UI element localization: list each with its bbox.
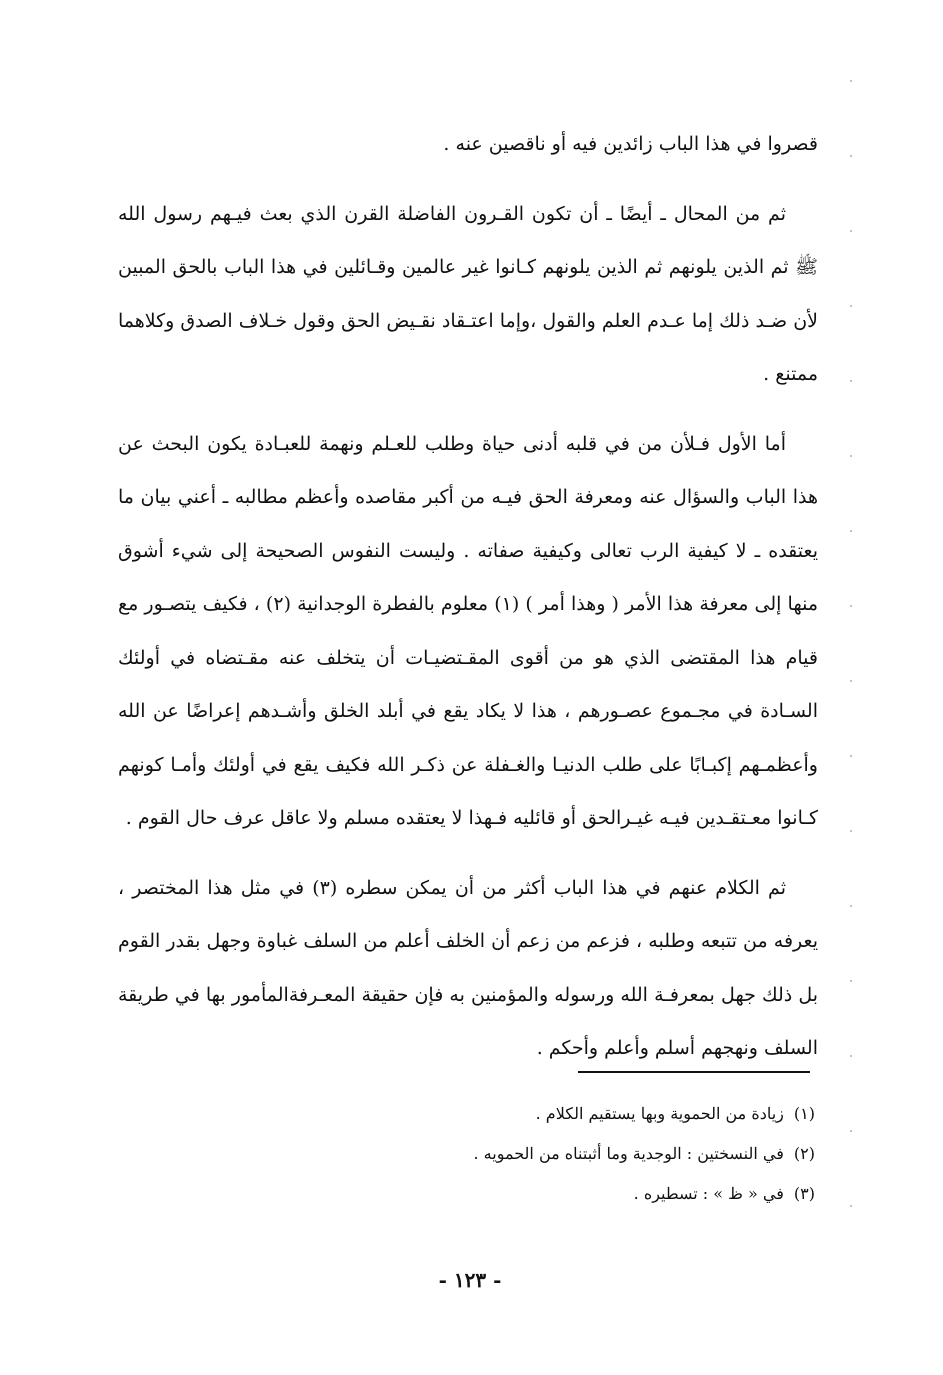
line: يعتقده مسلم ولا عاقل عرف حال القوم . <box>125 807 446 829</box>
line: قصروا في هذا الباب زائدين فيه أو ناقصين عنه . <box>443 133 818 155</box>
scan-dot <box>850 1055 852 1057</box>
body-text <box>118 118 818 1076</box>
line: شيء أشوق منها إلى معرفة هذا الأمر ( وهذا أمر ) (١) معلوم بالفطرة الوجدانية (٢) ، <box>118 539 818 615</box>
footnotes <box>300 1094 815 1214</box>
scan-dot <box>850 155 852 157</box>
paragraph-4 <box>118 862 818 1076</box>
line: فكيف يقع في أولئك وأمـا كونهم كـانوا معـتقـدين فيـه غيـرالحق أو قائليه فـهذا لا <box>118 753 818 829</box>
line: ثم الكلام عنهم في هذا الباب أكثر من أن يمكن سطره (٣) في مثل هذا المختصر ، <box>118 876 786 899</box>
scan-dot <box>850 455 852 457</box>
paragraph-2 <box>118 188 818 402</box>
line: ﷺ ثم الذين يلونهم ثم الذين يلونهم كـانوا غير عالمين وقـائلين في هذا الباب بالحق <box>172 256 818 278</box>
scan-dot <box>850 980 852 982</box>
line: الصدق وكلاهما ممتنع . <box>118 309 818 385</box>
line: المبين لأن ضـد ذلك إما عـدم العلم والقول ،وإما اعتـقاد نقـيض الحق وقول خـلاف <box>118 256 819 332</box>
scan-dot <box>850 380 852 382</box>
footnote-text: في « ظ » : تسطيره . <box>633 1184 784 1203</box>
footnote-2 <box>300 1134 815 1174</box>
footnote-text: في النسختين : الوجدية وما أثبتناه من الحمويه . <box>473 1144 784 1163</box>
scan-dot <box>850 80 852 82</box>
footnote-separator <box>578 1071 810 1073</box>
line: بيان ما يعتقده ـ لا كيفية الرب تعالى وكيفية صفاته . وليست النفوس الصحيحة إلى <box>118 486 818 562</box>
line: فكيف يتصـور مع قيام هذا المقتضى الذي هو من أقوى المقـتضيـات أن يتخلف عنه <box>118 593 818 669</box>
line: طريقة السلف ونهجهم أسلم وأعلم وأحكم . <box>118 983 818 1059</box>
footnote-text: زيادة من الحموية وبها يستقيم الكلام . <box>535 1104 784 1123</box>
scan-dot <box>850 605 852 607</box>
line: يعرفه من تتبعه وطلبه ، فزعم من زعم أن الخلف أعلم من السلف غباوة وجهل بقدر <box>166 930 818 952</box>
line: مقـتضاه في أولئك السـادة في مجـموع عصـورهم ، هذا لا يكاد يقع في أبلد الخلق <box>118 646 818 722</box>
scan-dot <box>850 830 852 832</box>
scan-dot <box>850 1205 852 1207</box>
paragraph-1 <box>118 118 818 172</box>
scan-dot <box>850 1130 852 1132</box>
scan-dot <box>850 230 852 232</box>
line: وأشـدهم إعراضًا عن الله وأعظمـهم إكبـابًا على طلب الدنيـا والغـفلة عن ذكـر الله <box>118 700 818 776</box>
footnote-1 <box>300 1094 815 1134</box>
footnote-number: (١) <box>793 1104 815 1123</box>
line: عن هذا الباب والسؤال عنه ومعرفة الحق فيـه من أكبر مقاصده وأعظم مطالبه ـ أعني <box>118 432 818 508</box>
paragraph-3 <box>118 418 818 846</box>
line: القوم بل ذلك جهل بمعرفـة الله ورسوله والمؤمنين به فإن حقيقة المعـرفةالمأمور بها في <box>118 930 819 1006</box>
scan-dot <box>850 755 852 757</box>
footnote-number: (٢) <box>793 1144 815 1163</box>
line: أما الأول فـلأن من في قلبه أدنى حياة وطلب للعـلم ونهمة للعبـادة يكون البحث <box>151 432 786 455</box>
line: ثم من المحال ـ أيضًا ـ أن تكون القـرون الفاضلة القرن الذي بعث فيـهم رسول الله <box>118 202 786 225</box>
footnote-3 <box>300 1174 815 1214</box>
scan-dot <box>850 305 852 307</box>
footnote-number: (٣) <box>793 1184 815 1203</box>
scan-margin-dots <box>850 60 854 1330</box>
scan-dot <box>850 530 852 532</box>
scan-dot <box>850 905 852 907</box>
page-number: - ١٢٣ - <box>438 1268 502 1292</box>
scan-dot <box>850 680 852 682</box>
